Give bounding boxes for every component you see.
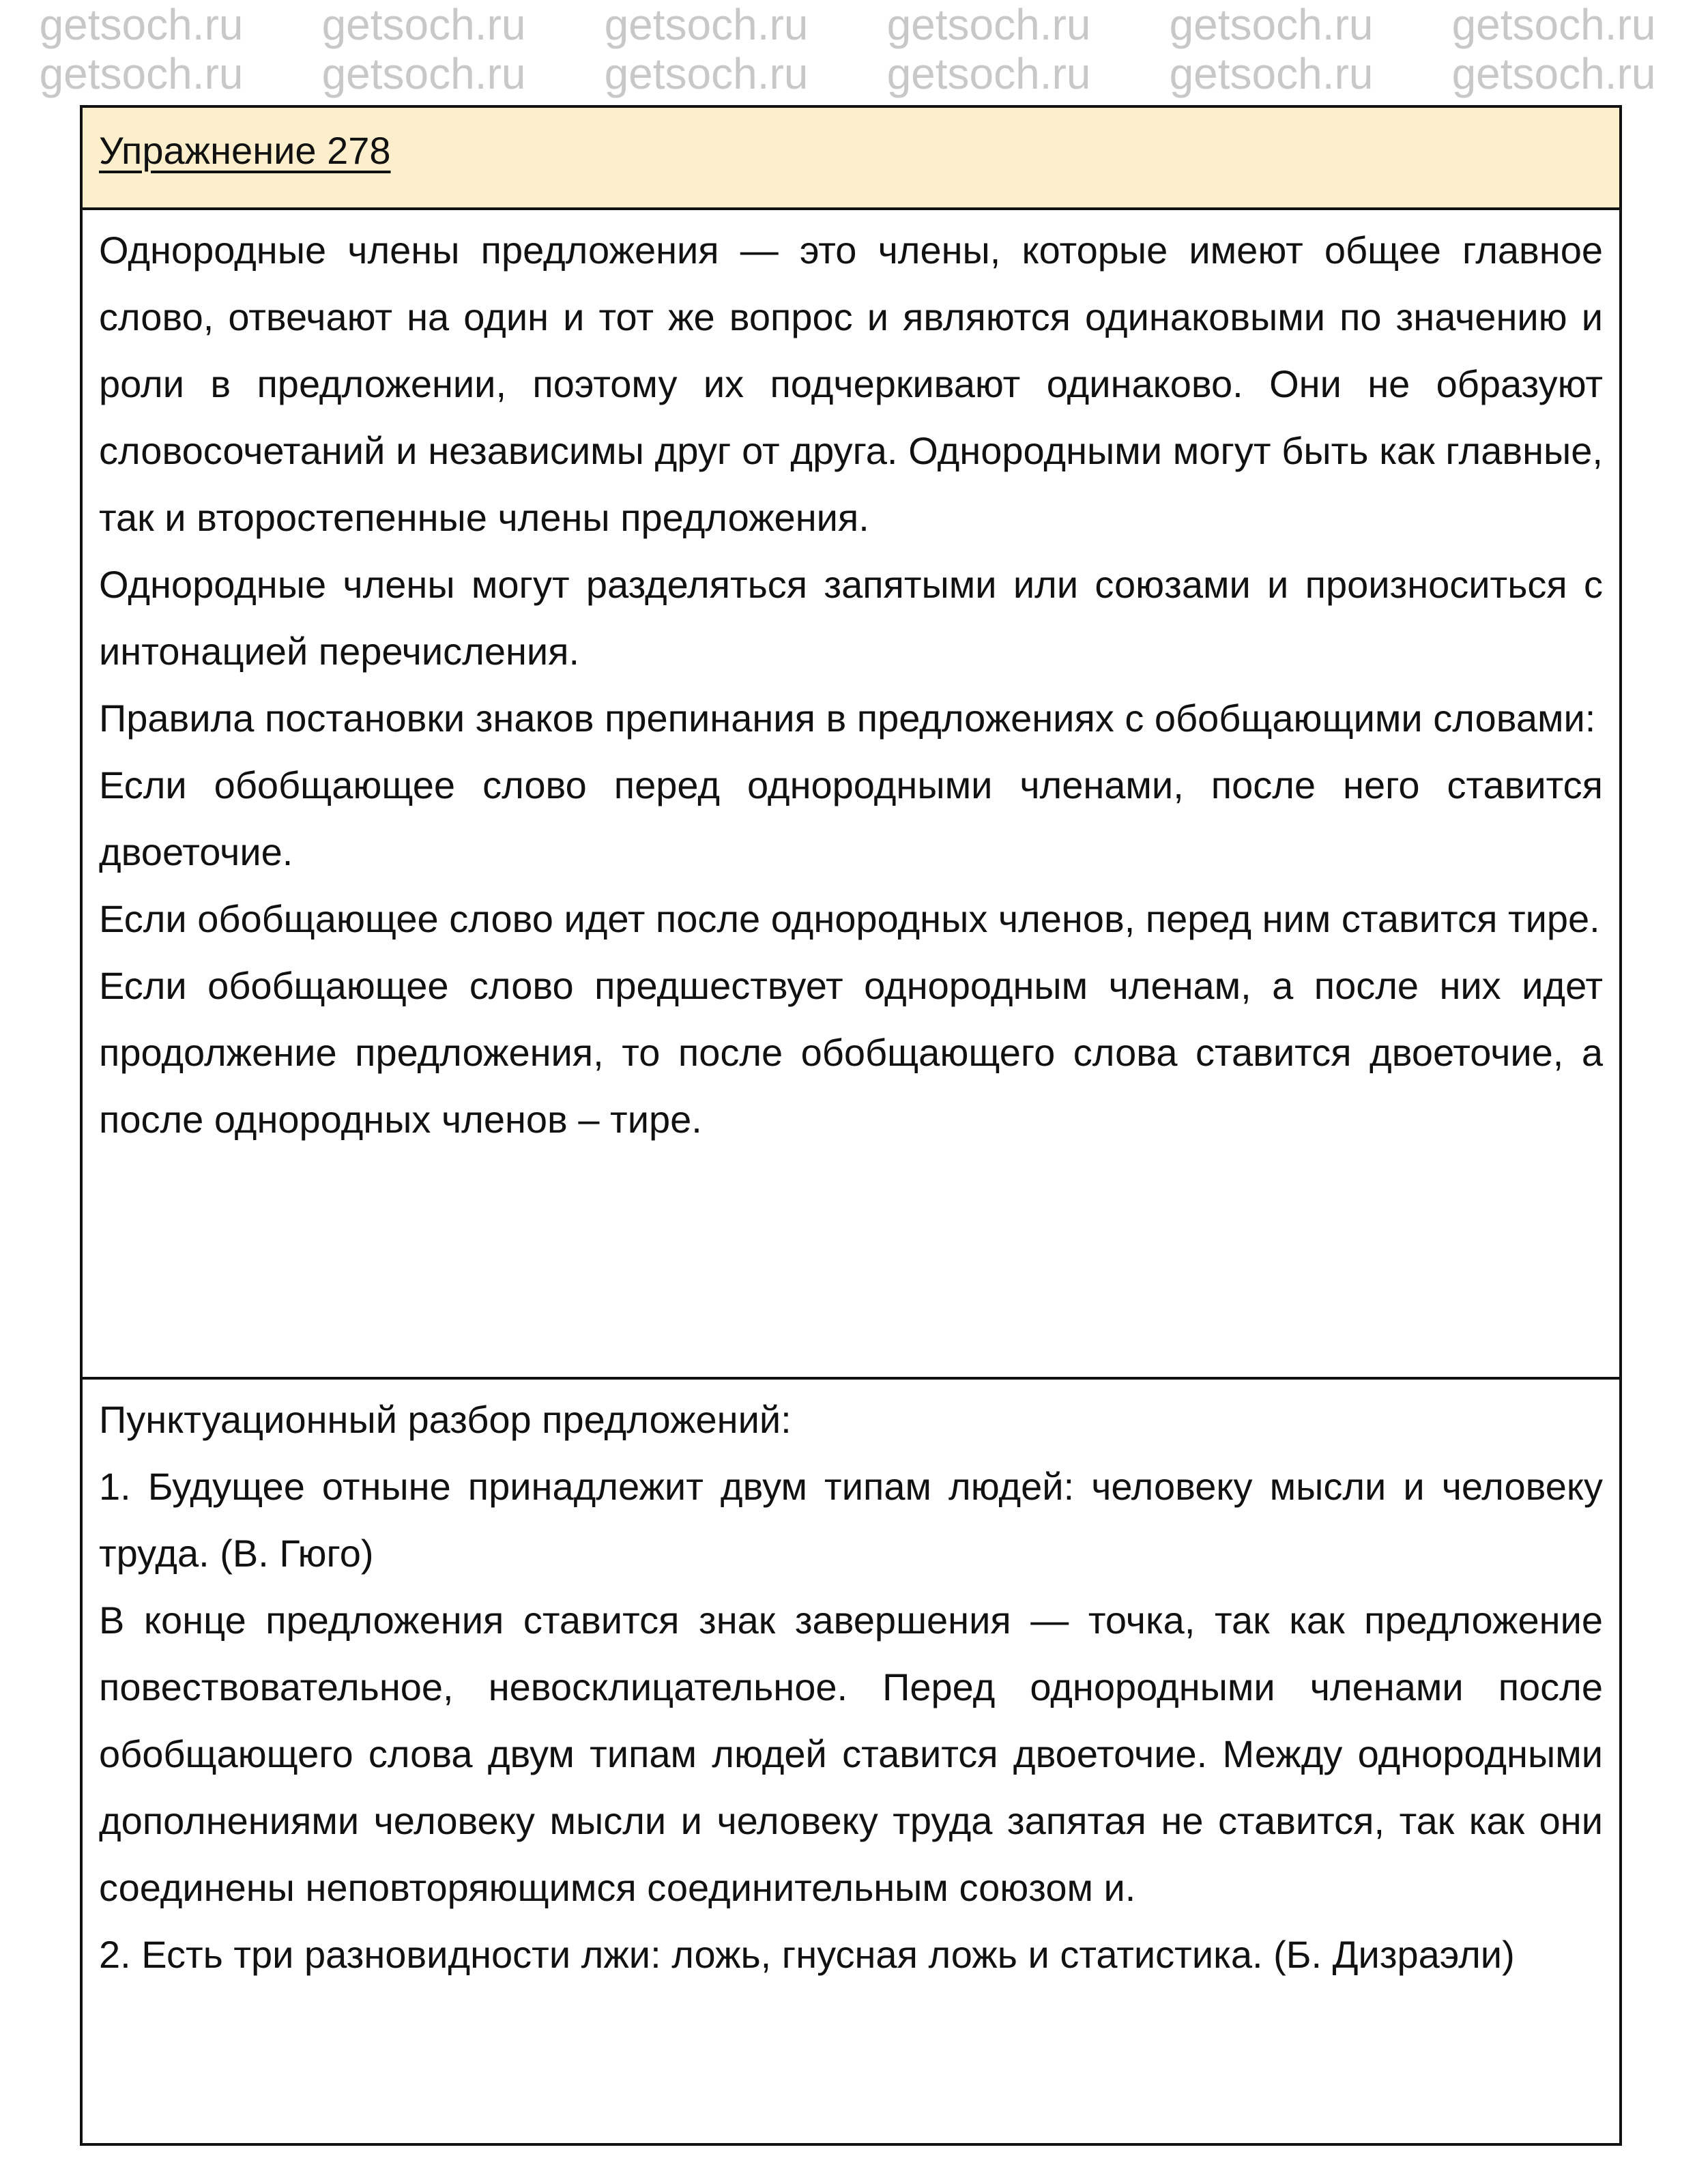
analysis-explanation-1: В конце предложения ставится знак завершения — точка, так как предложение повествовательное, невосклицательное. Перед однородными членами после обобщающего слова двум типам людей ставится двоеточие. Между однородными дополнениями человеку мысли и человеку труда запятая не ставится, так как они соединены неповторяющимся соединительным союзом и. <box>99 1599 1603 1909</box>
theory-paragraph: Однородные члены могут разделяться запятыми или союзами и произноситься с интонацией перечисления. <box>99 563 1603 673</box>
watermark: getsoch.ru <box>604 49 809 98</box>
watermark: getsoch.ru <box>1169 49 1374 98</box>
watermark: getsoch.ru <box>39 0 244 49</box>
analysis-sentence-2: 2. Есть три разновидности лжи: ложь, гнусная ложь и статистика. (Б. Дизраэли) <box>99 1933 1515 1976</box>
theory-paragraph: Если обобщающее слово идет после однородных членов, перед ним ставится тире. <box>99 897 1600 940</box>
watermark: getsoch.ru <box>321 0 526 49</box>
watermark: getsoch.ru <box>321 49 526 98</box>
watermark: getsoch.ru <box>604 0 809 49</box>
exercise-table <box>80 105 1622 2146</box>
watermark: getsoch.ru <box>1451 49 1656 98</box>
theory-paragraph: Однородные члены предложения — это члены, которые имеют общее главное слово, отвечают на один и тот же вопрос и являются одинаковыми по значению и роли в предложении, поэтому их подчеркивают одинаково. Они не образуют словосочетаний и независимы друг от друга. Однородными могут быть как главные, так и второстепенные члены предложения. <box>99 229 1603 539</box>
watermark-band <box>0 0 1695 102</box>
watermark: getsoch.ru <box>1451 0 1656 49</box>
analysis-cell <box>83 1380 1619 2143</box>
theory-paragraph: Правила постановки знаков препинания в предложениях с обобщающими словами: <box>99 697 1596 740</box>
theory-paragraph: Если обобщающее слово предшествует однородным членам, а после них идет продолжение предложения, то после обобщающего слова ставится двоеточие, а после однородных членов – тире. <box>99 964 1603 1141</box>
analysis-heading: Пунктуационный разбор предложений: <box>99 1398 792 1441</box>
watermark: getsoch.ru <box>886 0 1091 49</box>
theory-cell <box>83 210 1619 1380</box>
theory-paragraph: Если обобщающее слово перед однородными членами, после него ставится двоеточие. <box>99 763 1603 873</box>
watermark: getsoch.ru <box>1169 0 1374 49</box>
watermark-row <box>0 0 1695 49</box>
watermark: getsoch.ru <box>39 49 244 98</box>
exercise-header <box>83 108 1619 210</box>
exercise-title[interactable]: Упражнение 278 <box>99 129 391 172</box>
analysis-sentence-1: 1. Будущее отныне принадлежит двум типам людей: человеку мысли и человеку труда. (В. Гюго) <box>99 1465 1603 1575</box>
watermark: getsoch.ru <box>886 49 1091 98</box>
watermark-row <box>0 49 1695 98</box>
